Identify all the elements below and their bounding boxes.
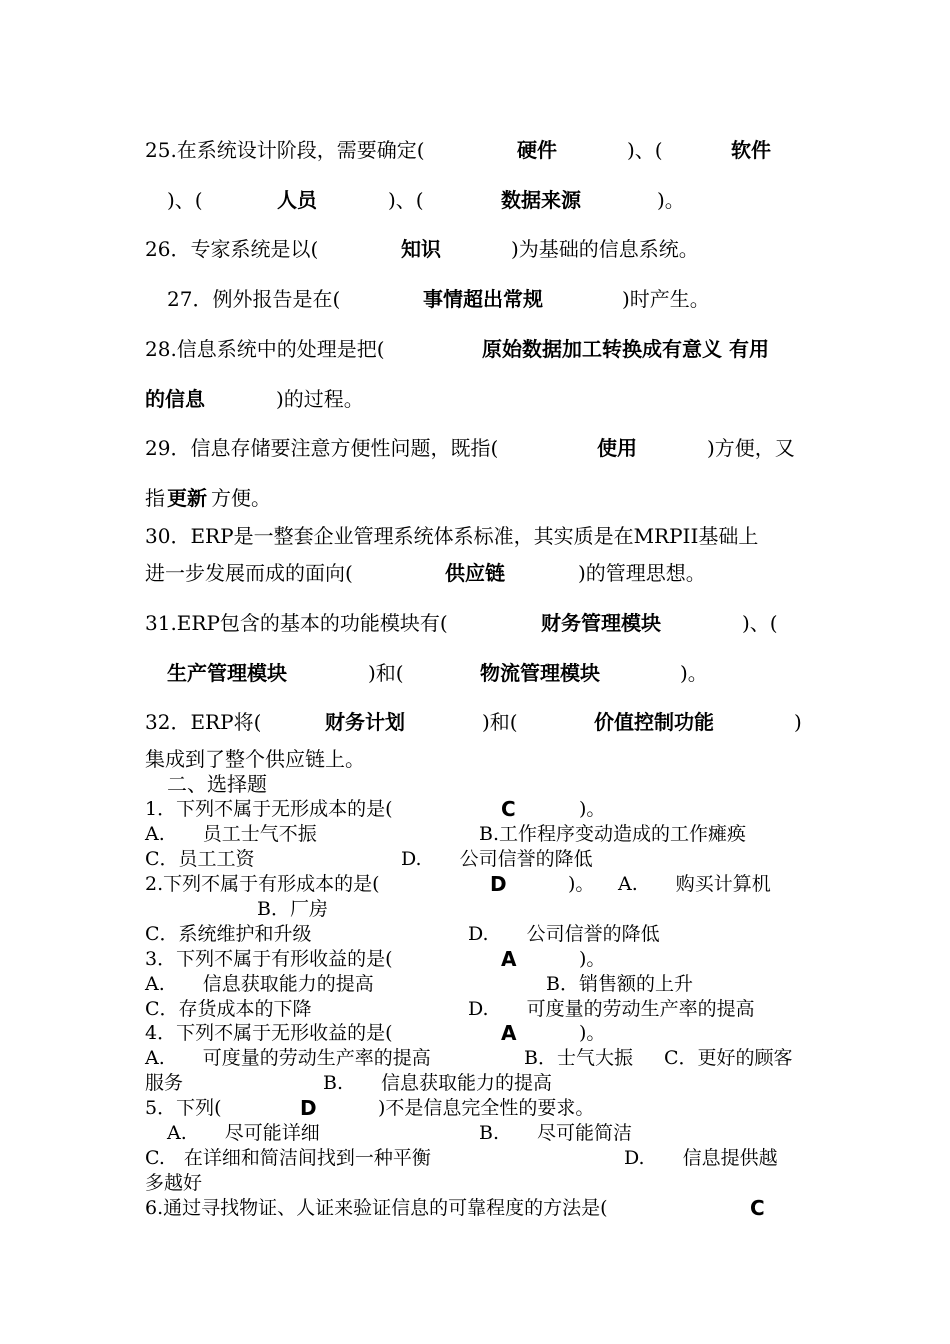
mc3-option-c: C．存货成本的下降 xyxy=(145,998,312,1020)
mc5-option-b: B. 尽可能简洁 xyxy=(479,1122,633,1144)
mc4-option-c-cont: 服务 xyxy=(145,1072,184,1094)
mc5-option-d: D. 信息提供越 xyxy=(624,1147,778,1169)
q32-answer-2: 价值控制功能 xyxy=(594,710,714,734)
mc2-option-c: C．系统维护和升级 xyxy=(145,923,312,945)
q30-answer: 供应链 xyxy=(445,561,505,585)
mc1-end: )。 xyxy=(579,798,606,820)
q29-line2-prefix: 指 xyxy=(145,486,165,510)
mc4-option-c: C．更好的顾客 xyxy=(664,1047,793,1069)
mc2-option-d: D. 公司信誉的降低 xyxy=(468,923,660,945)
q32-sep-1: )和( xyxy=(482,710,518,734)
mc5-end: )不是信息完全性的要求。 xyxy=(378,1097,595,1119)
mc4-option-d: B. 信息获取能力的提高 xyxy=(323,1072,553,1094)
mc3-option-a: A. 信息获取能力的提高 xyxy=(145,973,374,995)
mc4-option-b: B．士气大振 xyxy=(524,1047,633,1069)
q29-prefix: 29．信息存储要注意方便性问题，既指( xyxy=(145,436,499,460)
q28-suffix: )的过程。 xyxy=(276,387,364,411)
q28-answer: 原始数据加工转换成有意义 有用 xyxy=(482,337,769,361)
section-title: 二、选择题 xyxy=(167,772,267,796)
q32-answer-1: 财务计划 xyxy=(325,710,405,734)
mc3-end: )。 xyxy=(579,948,606,970)
q32-line2: 集成到了整个供应链上。 xyxy=(145,747,365,771)
mc5-option-a: A. 尽可能详细 xyxy=(167,1122,320,1144)
q30-suffix: )的管理思想。 xyxy=(578,561,706,585)
q29-suffix: 方便。 xyxy=(211,486,271,510)
q32-sep-2: ) xyxy=(794,710,802,734)
q26-prefix: 26．专家系统是以( xyxy=(145,237,319,261)
q25-answer-3: 人员 xyxy=(277,188,317,212)
q25-sep-2: )、( xyxy=(167,188,203,212)
q28-answer-cont: 的信息 xyxy=(145,387,205,411)
mc3-answer: A xyxy=(501,947,517,971)
q27-answer: 事情超出常规 xyxy=(423,287,543,311)
q30-prefix: 进一步发展而成的面向( xyxy=(145,561,353,585)
mc2-option-a: A. 购买计算机 xyxy=(618,873,771,895)
mc6-stem: 6.通过寻找物证、人证来验证信息的可靠程度的方法是( xyxy=(145,1197,608,1219)
mc2-end: )。 xyxy=(568,873,595,895)
q25-sep-3: )、( xyxy=(388,188,424,212)
mc1-option-d: D. 公司信誉的降低 xyxy=(401,848,593,870)
q25-prefix: 25.在系统设计阶段，需要确定( xyxy=(145,138,425,162)
q31-sep-1: )、( xyxy=(742,611,778,635)
mc3-option-d: D. 可度量的劳动生产率的提高 xyxy=(468,998,755,1020)
mc1-option-b: B.工作程序变动造成的工作瘫痪 xyxy=(479,823,747,845)
mc2-option-b: B．厂房 xyxy=(257,898,328,920)
q26-suffix: )为基础的信息系统。 xyxy=(511,237,699,261)
q29-mid: )方便，又 xyxy=(707,436,795,460)
q25-suffix: )。 xyxy=(657,188,685,212)
q30-line1: 30．ERP是一整套企业管理系统体系标准，其实质是在MRPII基础上 xyxy=(145,524,759,548)
mc2-answer: D xyxy=(490,872,507,896)
q31-answer-1: 财务管理模块 xyxy=(541,611,661,635)
q31-answer-3: 物流管理模块 xyxy=(480,661,600,685)
mc2-stem: 2.下列不属于有形成本的是( xyxy=(145,873,380,895)
q32-prefix: 32．ERP将( xyxy=(145,710,262,734)
q29-answer-1: 使用 xyxy=(597,436,637,460)
mc1-answer: C xyxy=(501,797,516,821)
mc4-option-a: A. 可度量的劳动生产率的提高 xyxy=(145,1047,431,1069)
mc6-answer: C xyxy=(750,1196,765,1220)
q27-prefix: 27．例外报告是在( xyxy=(167,287,341,311)
mc5-stem: 5．下列( xyxy=(145,1097,222,1119)
q26-answer: 知识 xyxy=(401,237,441,261)
q28-prefix: 28.信息系统中的处理是把( xyxy=(145,337,385,361)
q25-answer-1: 硬件 xyxy=(517,138,557,162)
q31-prefix: 31.ERP包含的基本的功能模块有( xyxy=(145,611,448,635)
mc5-option-c: C. 在详细和简洁间找到一种平衡 xyxy=(145,1147,431,1169)
q31-suffix: )。 xyxy=(680,661,708,685)
q29-answer-2: 更新 xyxy=(167,486,207,510)
mc5-answer: D xyxy=(300,1096,317,1120)
q25-answer-4: 数据来源 xyxy=(501,188,581,212)
mc4-stem: 4．下列不属于无形收益的是( xyxy=(145,1022,393,1044)
q25-sep-1: )、( xyxy=(627,138,663,162)
mc5-option-d-cont: 多越好 xyxy=(145,1172,203,1194)
q25-answer-2: 软件 xyxy=(731,138,771,162)
q31-answer-2: 生产管理模块 xyxy=(167,661,287,685)
mc1-stem: 1．下列不属于无形成本的是( xyxy=(145,798,393,820)
mc1-option-c: C．员工工资 xyxy=(145,848,255,870)
mc1-option-a: A. 员工士气不振 xyxy=(145,823,317,845)
q27-suffix: )时产生。 xyxy=(622,287,710,311)
mc3-stem: 3．下列不属于有形收益的是( xyxy=(145,948,393,970)
q31-sep-2: )和( xyxy=(368,661,404,685)
mc4-answer: A xyxy=(501,1021,517,1045)
mc3-option-b: B．销售额的上升 xyxy=(546,973,693,995)
mc4-end: )。 xyxy=(579,1022,606,1044)
